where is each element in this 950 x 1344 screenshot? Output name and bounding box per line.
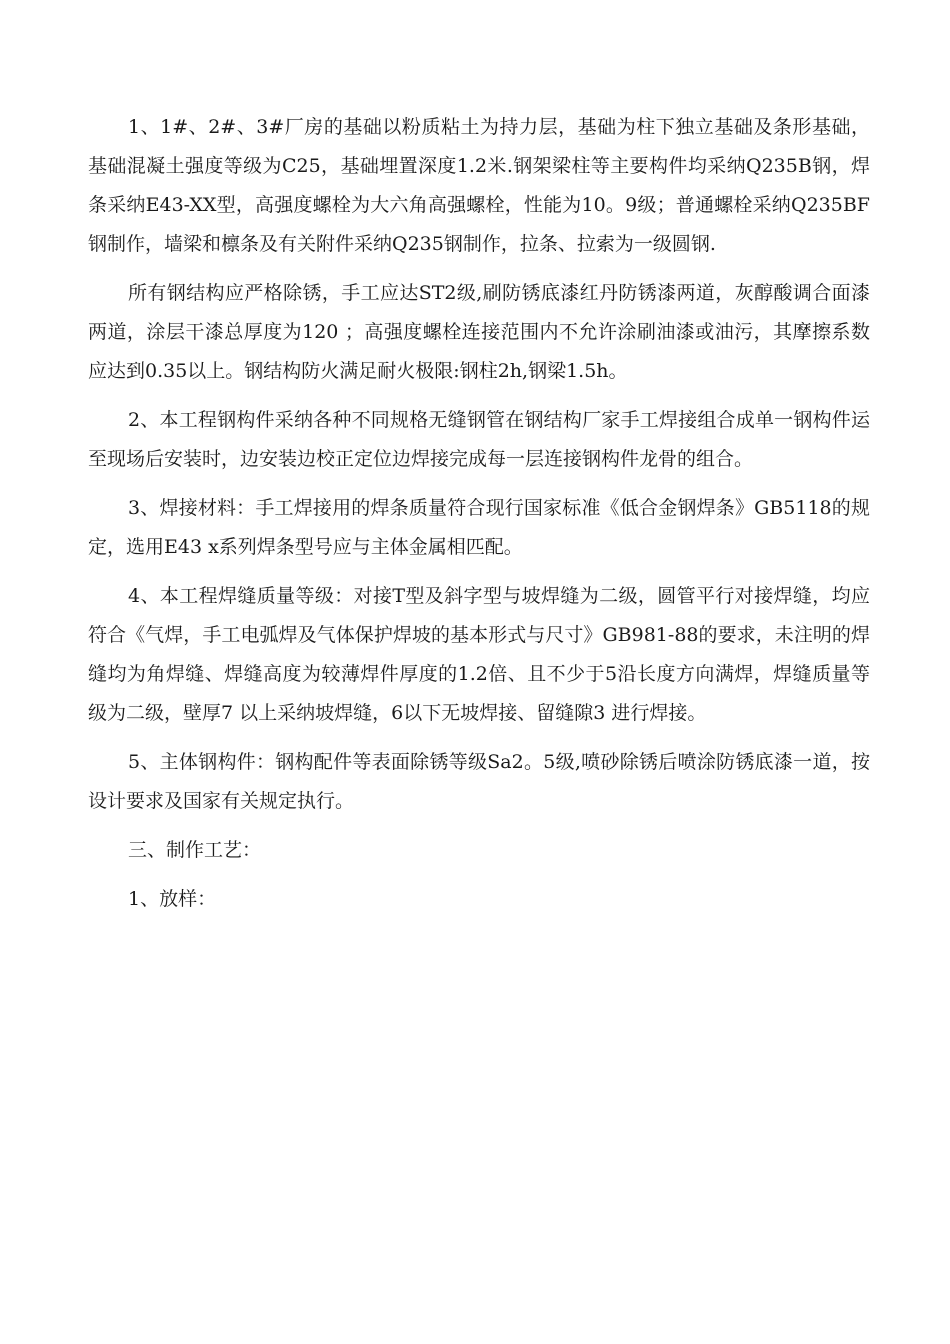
paragraph-main-members: 5、主体钢构件：钢构配件等表面除锈等级Sa2。5级,喷砂除锈后喷涂防锈底漆一道，按设计要求及国家有关规定执行。 — [88, 751, 870, 812]
subheading-layout: 1、放样： — [128, 888, 217, 910]
paragraph-welding-materials: 3、焊接材料：手工焊接用的焊条质量符合现行国家标准《低合金钢焊条》GB5118的规定，选用E43 x系列焊条型号应与主体金属相匹配。 — [88, 497, 870, 558]
document-page — [88, 108, 870, 929]
paragraph-rust-removal: 所有钢结构应严格除锈，手工应达ST2级,刷防锈底漆红丹防锈漆两道，灰醇酸调合面漆两道，涂层干漆总厚度为120 ；高强度螺栓连接范围内不允许涂刷油漆或油污，其摩擦系数应达到0.35以上。钢结构防火满足耐火极限:钢柱2h,钢梁1.5h。 — [88, 282, 870, 382]
paragraph-steel-members: 2、本工程钢构件采纳各种不同规格无缝钢管在钢结构厂家手工焊接组合成单一钢构件运至现场后安装时，边安装边校正定位边焊接完成每一层连接钢构件龙骨的组合。 — [88, 409, 870, 470]
paragraph-foundation-steel: 1、1#、2#、3#厂房的基础以粉质粘土为持力层，基础为柱下独立基础及条形基础，基础混凝土强度等级为C25，基础埋置深度1.2米.钢架梁柱等主要构件均采纳Q235B钢，焊条采纳E43-XX型，高强度螺栓为大六角高强螺栓，性能为10。9级；普通螺栓采纳Q235BF钢制作，墙梁和檩条及有关附件采纳Q235钢制作，拉条、拉索为一级圆钢. — [88, 116, 870, 255]
section-heading-fabrication: 三、制作工艺： — [128, 839, 262, 861]
paragraph-weld-quality: 4、本工程焊缝质量等级：对接T型及斜字型与坡焊缝为二级，圆管平行对接焊缝，均应符合《气焊，手工电弧焊及气体保护焊坡的基本形式与尺寸》GB981-88的要求，未注明的焊缝均为角焊缝、焊缝高度为较薄焊件厚度的1.2倍、且不少于5沿长度方向满焊，焊缝质量等级为二级，壁厚7 以上采纳坡焊缝，6以下无坡焊接、留缝隙3 进行焊接。 — [88, 585, 870, 724]
